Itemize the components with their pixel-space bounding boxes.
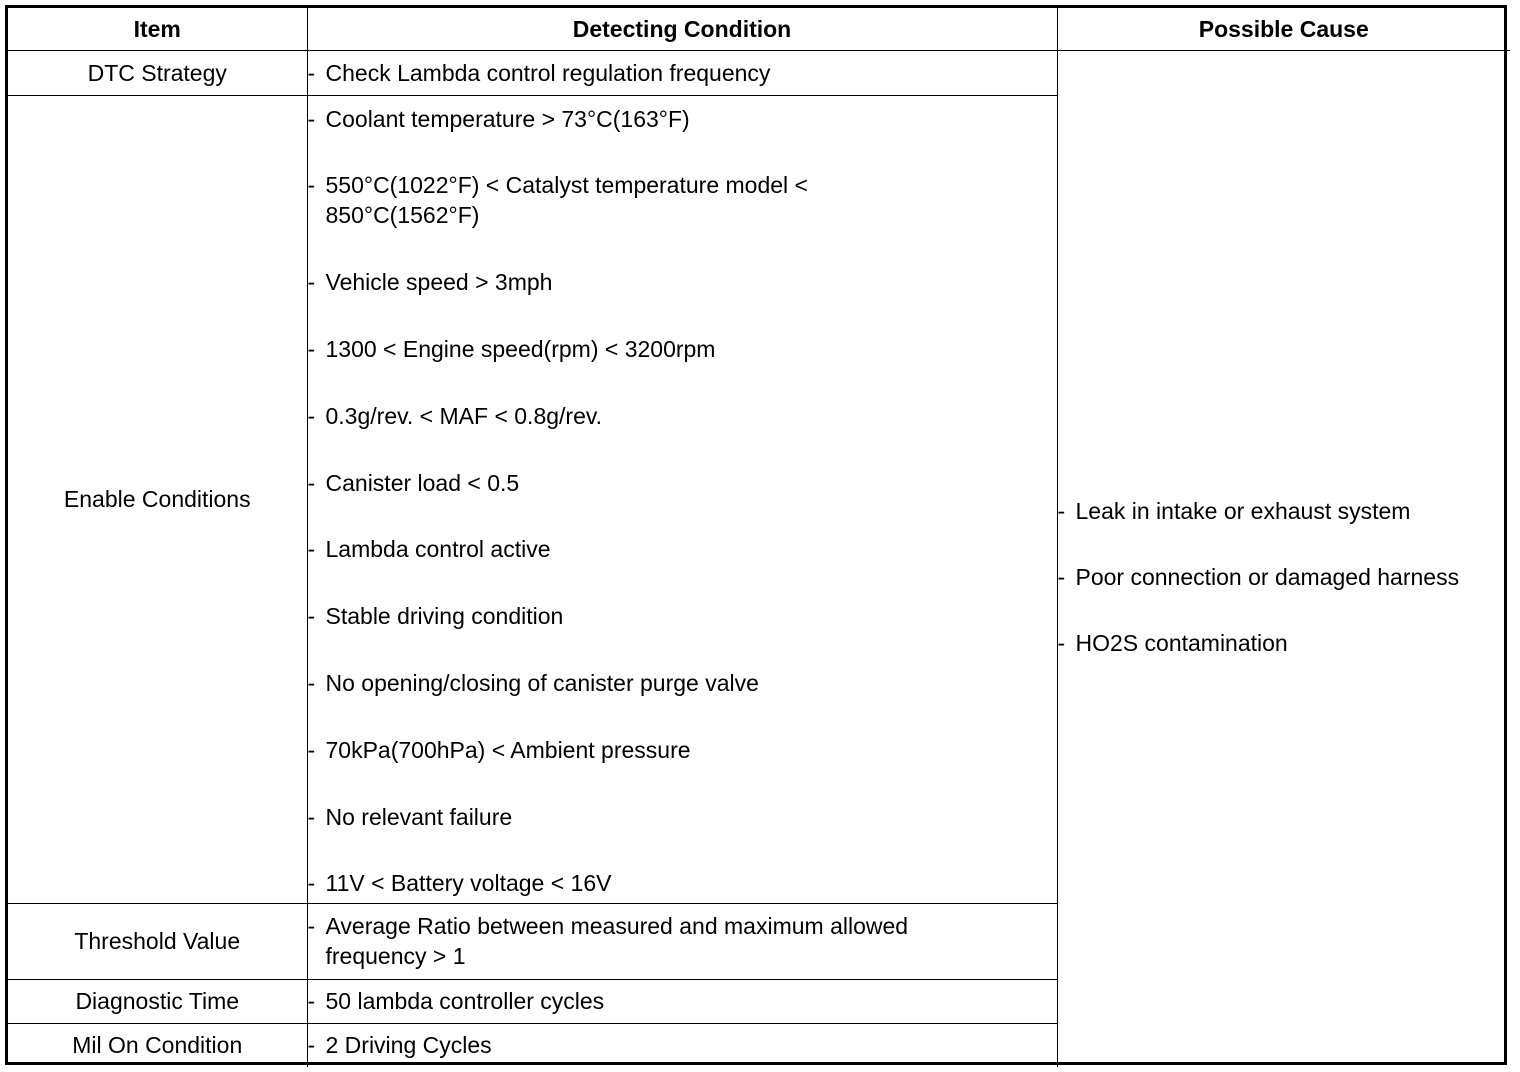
condition-text: 2 Driving Cycles xyxy=(325,1032,492,1059)
bullet-dash: - xyxy=(307,988,316,1014)
dtc-table-frame xyxy=(5,5,1507,1065)
item-threshold-value: Threshold Value xyxy=(8,903,307,979)
list-item xyxy=(308,401,1057,431)
condition-text: No opening/closing of canister purge valve xyxy=(325,670,759,696)
bullet-dash: - xyxy=(1057,629,1066,656)
list-item xyxy=(308,668,1057,698)
condition-text: 1300 < Engine speed(rpm) < 3200rpm xyxy=(325,335,716,362)
list-item xyxy=(308,802,1057,832)
bullet-dash: - xyxy=(307,536,316,563)
condition-text: Lambda control active xyxy=(325,536,551,563)
cause-text: Leak in intake or exhaust system xyxy=(1075,497,1411,524)
item-enable-conditions: Enable Conditions xyxy=(8,95,307,903)
item-dtc-strategy: DTC Strategy xyxy=(8,50,307,95)
condition-text: Coolant temperature > 73°C(163°F) xyxy=(325,105,690,132)
list-item xyxy=(308,468,1057,498)
bullet-dash: - xyxy=(307,603,316,630)
bullet-dash: - xyxy=(1057,563,1066,590)
list-item xyxy=(308,267,1057,297)
bullet-dash: - xyxy=(1057,497,1066,524)
list-item xyxy=(308,58,1057,88)
condition-text: Average Ratio between measured and maximum allowed frequency > 1 xyxy=(325,913,909,969)
header-item: Item xyxy=(8,8,307,50)
header-detecting-condition: Detecting Condition xyxy=(307,8,1057,50)
list-item xyxy=(308,735,1057,765)
list-item xyxy=(1058,496,1511,526)
bullet-dash: - xyxy=(307,870,316,897)
condition-cell-diagnostic-time xyxy=(307,979,1057,1023)
dtc-table xyxy=(8,8,1510,1067)
condition-text: 70kPa(700hPa) < Ambient pressure xyxy=(325,736,691,763)
condition-text: Canister load < 0.5 xyxy=(325,469,520,496)
condition-text: Stable driving condition xyxy=(325,603,564,630)
condition-text: 11V < Battery voltage < 16V xyxy=(325,870,612,897)
enable-conditions-list xyxy=(308,96,1057,903)
bullet-dash: - xyxy=(307,269,316,296)
bullet-dash: - xyxy=(307,402,316,429)
list-item xyxy=(308,868,1057,898)
cause-text: HO2S contamination xyxy=(1075,629,1288,656)
bullet-dash: - xyxy=(307,913,316,939)
item-mil-on-condition: Mil On Condition xyxy=(8,1023,307,1067)
condition-text: Check Lambda control regulation frequency xyxy=(325,59,771,86)
list-item xyxy=(1058,628,1511,658)
list-item xyxy=(308,986,1057,1016)
item-diagnostic-time: Diagnostic Time xyxy=(8,979,307,1023)
header-possible-cause: Possible Cause xyxy=(1057,8,1510,50)
condition-text: Vehicle speed > 3mph xyxy=(325,269,553,296)
bullet-dash: - xyxy=(307,1032,316,1059)
list-item xyxy=(308,601,1057,631)
possible-cause-list xyxy=(1058,460,1511,658)
bullet-dash: - xyxy=(307,105,316,132)
bullet-dash: - xyxy=(307,469,316,496)
condition-cell-mil-on-condition xyxy=(307,1023,1057,1067)
condition-cell-threshold-value xyxy=(307,903,1057,979)
bullet-dash: - xyxy=(307,335,316,362)
bullet-dash: - xyxy=(307,59,316,86)
condition-cell-dtc-strategy xyxy=(307,50,1057,95)
list-item xyxy=(308,911,1057,971)
table-row-dtc-strategy xyxy=(8,50,1510,95)
bullet-dash: - xyxy=(307,736,316,763)
list-item xyxy=(1058,562,1511,592)
condition-cell-enable-conditions xyxy=(307,95,1057,903)
list-item xyxy=(308,334,1057,364)
condition-text: No relevant failure xyxy=(325,803,513,830)
condition-text: 50 lambda controller cycles xyxy=(325,988,605,1014)
bullet-dash: - xyxy=(307,803,316,830)
possible-cause-cell xyxy=(1057,50,1510,1067)
list-item xyxy=(308,104,1057,134)
bullet-dash: - xyxy=(307,172,316,199)
condition-text: 0.3g/rev. < MAF < 0.8g/rev. xyxy=(325,402,603,429)
header-row xyxy=(8,8,1510,50)
cause-text: Poor connection or damaged harness xyxy=(1075,563,1460,590)
bullet-dash: - xyxy=(307,670,316,696)
list-item xyxy=(308,1030,1057,1060)
condition-text: 550°C(1022°F) < Catalyst temperature model < 850°C(1562°F) xyxy=(325,172,808,229)
list-item xyxy=(308,534,1057,564)
list-item xyxy=(308,170,1057,230)
